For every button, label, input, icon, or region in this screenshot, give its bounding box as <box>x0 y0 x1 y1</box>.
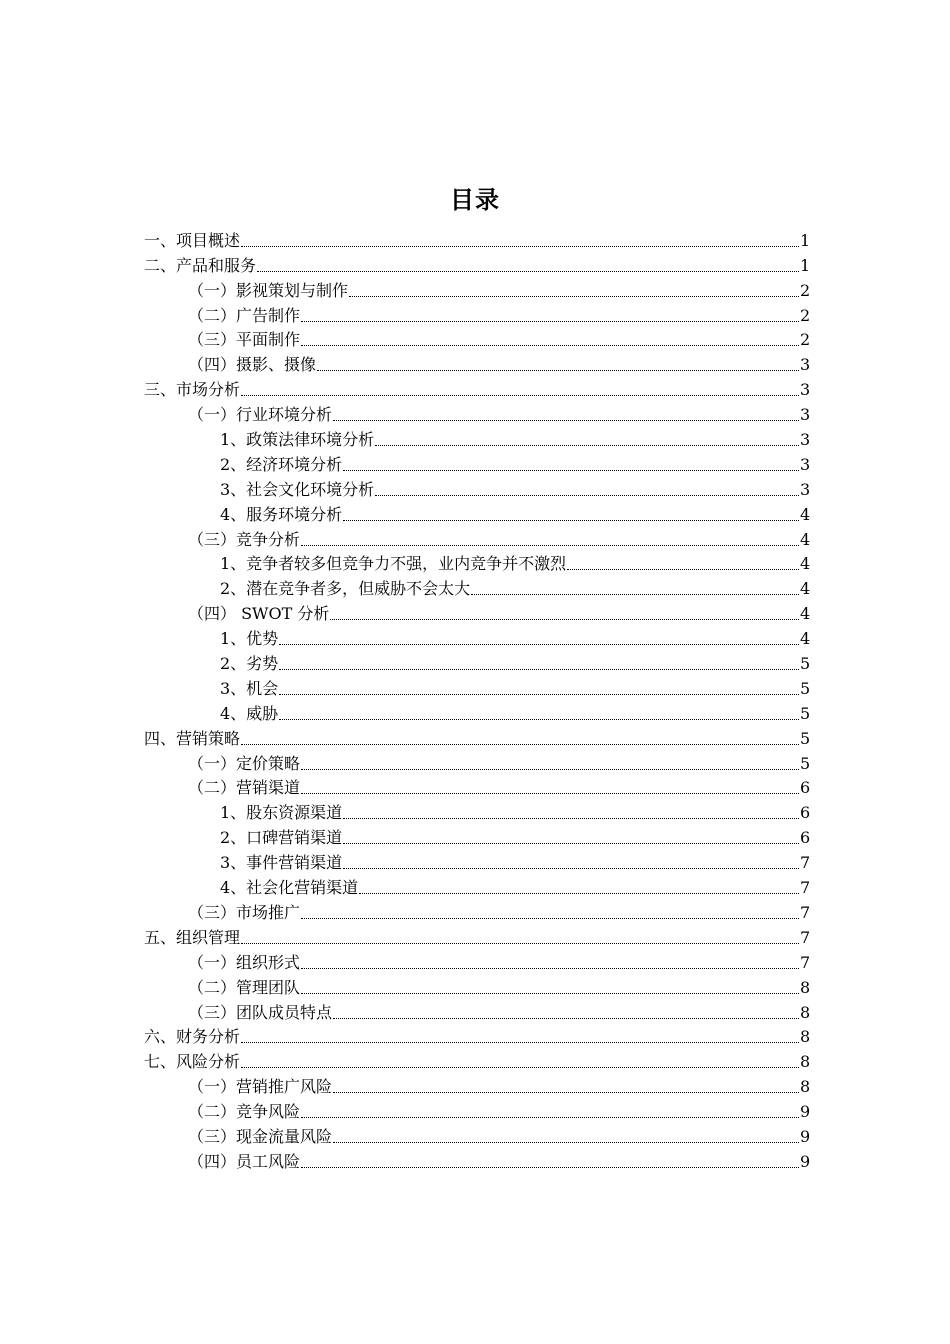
toc-entry-page-number: 3 <box>800 380 811 400</box>
toc-entry[interactable] <box>0 798 950 823</box>
toc-dot-leader <box>375 445 799 446</box>
toc-dot-leader <box>343 470 799 471</box>
toc-entry-label: （三）团队成员特点 <box>188 1002 333 1022</box>
toc-entry-page-number: 8 <box>800 977 811 997</box>
toc-entry-label: 4、威胁 <box>220 703 279 723</box>
toc-entry[interactable] <box>0 500 950 525</box>
toc-entry-label: （四） SWOT 分析 <box>188 604 330 624</box>
toc-dot-leader <box>241 943 799 944</box>
toc-entry-label: 4、服务环境分析 <box>220 504 343 524</box>
toc-entry-label: 1、政策法律环境分析 <box>220 430 375 450</box>
table-of-contents <box>0 226 950 1172</box>
toc-entry-label: （一）行业环境分析 <box>188 405 333 425</box>
toc-entry-label: （二）营销渠道 <box>188 778 301 798</box>
toc-entry-page-number: 8 <box>800 1052 811 1072</box>
toc-entry[interactable] <box>0 1023 950 1048</box>
toc-entry-page-number: 7 <box>800 952 811 972</box>
toc-dot-leader <box>279 694 799 695</box>
toc-entry-label: （二）管理团队 <box>188 977 301 997</box>
toc-entry-page-number: 1 <box>800 255 811 275</box>
toc-title: 目录 <box>450 186 500 214</box>
toc-dot-leader <box>301 345 799 346</box>
toc-dot-leader <box>301 321 799 322</box>
toc-dot-leader <box>471 594 799 595</box>
toc-entry-page-number: 3 <box>800 479 811 499</box>
toc-dot-leader <box>333 1142 799 1143</box>
toc-entry-page-number: 8 <box>800 1002 811 1022</box>
toc-entry-label: （三）竞争分析 <box>188 529 301 549</box>
toc-dot-leader <box>301 793 799 794</box>
toc-entry[interactable] <box>0 326 950 351</box>
toc-entry[interactable] <box>0 1047 950 1072</box>
toc-entry-label: 七、风险分析 <box>144 1052 241 1072</box>
toc-entry-label: （二）竞争风险 <box>188 1102 301 1122</box>
toc-entry[interactable] <box>0 649 950 674</box>
toc-entry[interactable] <box>0 898 950 923</box>
toc-entry-page-number: 5 <box>800 753 811 773</box>
toc-dot-leader <box>241 1042 799 1043</box>
toc-dot-leader <box>343 868 799 869</box>
toc-entry-page-number: 8 <box>800 1077 811 1097</box>
toc-entry-page-number: 5 <box>800 654 811 674</box>
toc-dot-leader <box>301 968 799 969</box>
toc-entry-page-number: 7 <box>800 927 811 947</box>
toc-entry-page-number: 3 <box>800 355 811 375</box>
toc-entry-page-number: 7 <box>800 902 811 922</box>
toc-entry-page-number: 6 <box>800 803 811 823</box>
toc-dot-leader <box>241 246 799 247</box>
toc-dot-leader <box>241 744 799 745</box>
toc-entry-label: 2、经济环境分析 <box>220 454 343 474</box>
toc-entry-label: 2、潜在竞争者多，但威胁不会太大 <box>220 579 471 599</box>
toc-entry-page-number: 4 <box>800 604 811 624</box>
toc-dot-leader <box>343 843 799 844</box>
toc-entry[interactable] <box>0 574 950 599</box>
toc-dot-leader <box>301 993 799 994</box>
toc-entry-page-number: 4 <box>800 504 811 524</box>
toc-dot-leader <box>567 569 799 570</box>
toc-entry-page-number: 9 <box>800 1126 811 1146</box>
toc-entry[interactable] <box>0 550 950 575</box>
toc-entry[interactable] <box>0 276 950 301</box>
toc-entry[interactable] <box>0 475 950 500</box>
toc-entry-page-number: 7 <box>800 853 811 873</box>
toc-entry-label: 3、社会文化环境分析 <box>220 479 375 499</box>
toc-entry-label: （二）广告制作 <box>188 305 301 325</box>
toc-entry-page-number: 4 <box>800 579 811 599</box>
toc-entry[interactable] <box>0 823 950 848</box>
toc-dot-leader <box>349 296 799 297</box>
toc-entry-label: 五、组织管理 <box>144 927 241 947</box>
toc-entry[interactable] <box>0 923 950 948</box>
toc-entry-label: （四）员工风险 <box>188 1151 301 1171</box>
toc-entry[interactable] <box>0 350 950 375</box>
toc-dot-leader <box>375 495 799 496</box>
toc-entry-page-number: 7 <box>800 878 811 898</box>
toc-entry-page-number: 2 <box>800 305 811 325</box>
toc-entry[interactable] <box>0 525 950 550</box>
toc-dot-leader <box>333 1092 799 1093</box>
toc-entry-page-number: 8 <box>800 1027 811 1047</box>
toc-entry-label: （三）市场推广 <box>188 902 301 922</box>
toc-entry[interactable] <box>0 226 950 251</box>
toc-entry[interactable] <box>0 425 950 450</box>
toc-entry-page-number: 3 <box>800 454 811 474</box>
toc-entry-page-number: 4 <box>800 529 811 549</box>
toc-entry-label: 四、营销策略 <box>144 728 241 748</box>
toc-entry-label: （三）现金流量风险 <box>188 1126 333 1146</box>
toc-entry-label: 二、产品和服务 <box>144 255 257 275</box>
toc-dot-leader <box>279 719 799 720</box>
toc-entry-label: （一）组织形式 <box>188 952 301 972</box>
toc-entry-label: 2、劣势 <box>220 654 279 674</box>
toc-entry-page-number: 9 <box>800 1151 811 1171</box>
toc-entry[interactable] <box>0 873 950 898</box>
toc-entry[interactable] <box>0 848 950 873</box>
toc-entry[interactable] <box>0 998 950 1023</box>
toc-entry-page-number: 6 <box>800 828 811 848</box>
toc-entry[interactable] <box>0 699 950 724</box>
toc-dot-leader <box>333 420 799 421</box>
toc-entry-page-number: 5 <box>800 678 811 698</box>
toc-entry-page-number: 3 <box>800 405 811 425</box>
toc-dot-leader <box>301 918 799 919</box>
toc-entry-page-number: 3 <box>800 430 811 450</box>
toc-entry-label: 1、竞争者较多但竞争力不强，业内竞争并不激烈 <box>220 554 567 574</box>
toc-entry-label: 三、市场分析 <box>144 380 241 400</box>
toc-entry-label: 3、事件营销渠道 <box>220 853 343 873</box>
toc-entry-page-number: 9 <box>800 1102 811 1122</box>
toc-entry[interactable] <box>0 674 950 699</box>
toc-entry-page-number: 1 <box>800 230 811 250</box>
toc-entry[interactable] <box>0 774 950 799</box>
toc-entry[interactable] <box>0 1097 950 1122</box>
toc-entry-page-number: 2 <box>800 280 811 300</box>
toc-entry-page-number: 4 <box>800 554 811 574</box>
toc-entry-label: 3、机会 <box>220 678 279 698</box>
toc-dot-leader <box>301 1167 799 1168</box>
toc-entry-label: 4、社会化营销渠道 <box>220 878 359 898</box>
toc-entry[interactable] <box>0 375 950 400</box>
toc-dot-leader <box>343 818 799 819</box>
toc-dot-leader <box>241 1067 799 1068</box>
toc-entry-label: 1、优势 <box>220 629 279 649</box>
toc-entry[interactable] <box>0 973 950 998</box>
toc-entry[interactable] <box>0 1147 950 1172</box>
toc-dot-leader <box>317 370 799 371</box>
toc-entry-label: （四）摄影、摄像 <box>188 355 317 375</box>
toc-entry-label: 六、财务分析 <box>144 1027 241 1047</box>
toc-dot-leader <box>241 395 799 396</box>
toc-entry-page-number: 6 <box>800 778 811 798</box>
toc-entry-page-number: 5 <box>800 703 811 723</box>
toc-entry[interactable] <box>0 948 950 973</box>
toc-entry-page-number: 5 <box>800 728 811 748</box>
toc-dot-leader <box>301 545 799 546</box>
toc-dot-leader <box>279 644 799 645</box>
toc-entry-label: 1、股东资源渠道 <box>220 803 343 823</box>
toc-entry[interactable] <box>0 400 950 425</box>
toc-entry-page-number: 2 <box>800 330 811 350</box>
toc-entry-label: （一）定价策略 <box>188 753 301 773</box>
toc-dot-leader <box>330 619 799 620</box>
toc-entry[interactable] <box>0 301 950 326</box>
toc-entry-label: （一）营销推广风险 <box>188 1077 333 1097</box>
toc-dot-leader <box>343 520 799 521</box>
toc-entry[interactable] <box>0 749 950 774</box>
toc-dot-leader <box>301 1117 799 1118</box>
toc-entry-label: 一、项目概述 <box>144 230 241 250</box>
toc-dot-leader <box>333 1018 799 1019</box>
toc-entry[interactable] <box>0 624 950 649</box>
toc-entry-page-number: 4 <box>800 629 811 649</box>
toc-entry[interactable] <box>0 251 950 276</box>
toc-entry[interactable] <box>0 724 950 749</box>
toc-dot-leader <box>279 669 799 670</box>
toc-entry[interactable] <box>0 1122 950 1147</box>
toc-entry[interactable] <box>0 450 950 475</box>
toc-entry-label: 2、口碑营销渠道 <box>220 828 343 848</box>
toc-dot-leader <box>301 769 799 770</box>
toc-entry[interactable] <box>0 599 950 624</box>
toc-entry[interactable] <box>0 1072 950 1097</box>
toc-entry-label: （三）平面制作 <box>188 330 301 350</box>
toc-dot-leader <box>257 271 799 272</box>
toc-entry-label: （一）影视策划与制作 <box>188 280 349 300</box>
toc-dot-leader <box>359 893 799 894</box>
